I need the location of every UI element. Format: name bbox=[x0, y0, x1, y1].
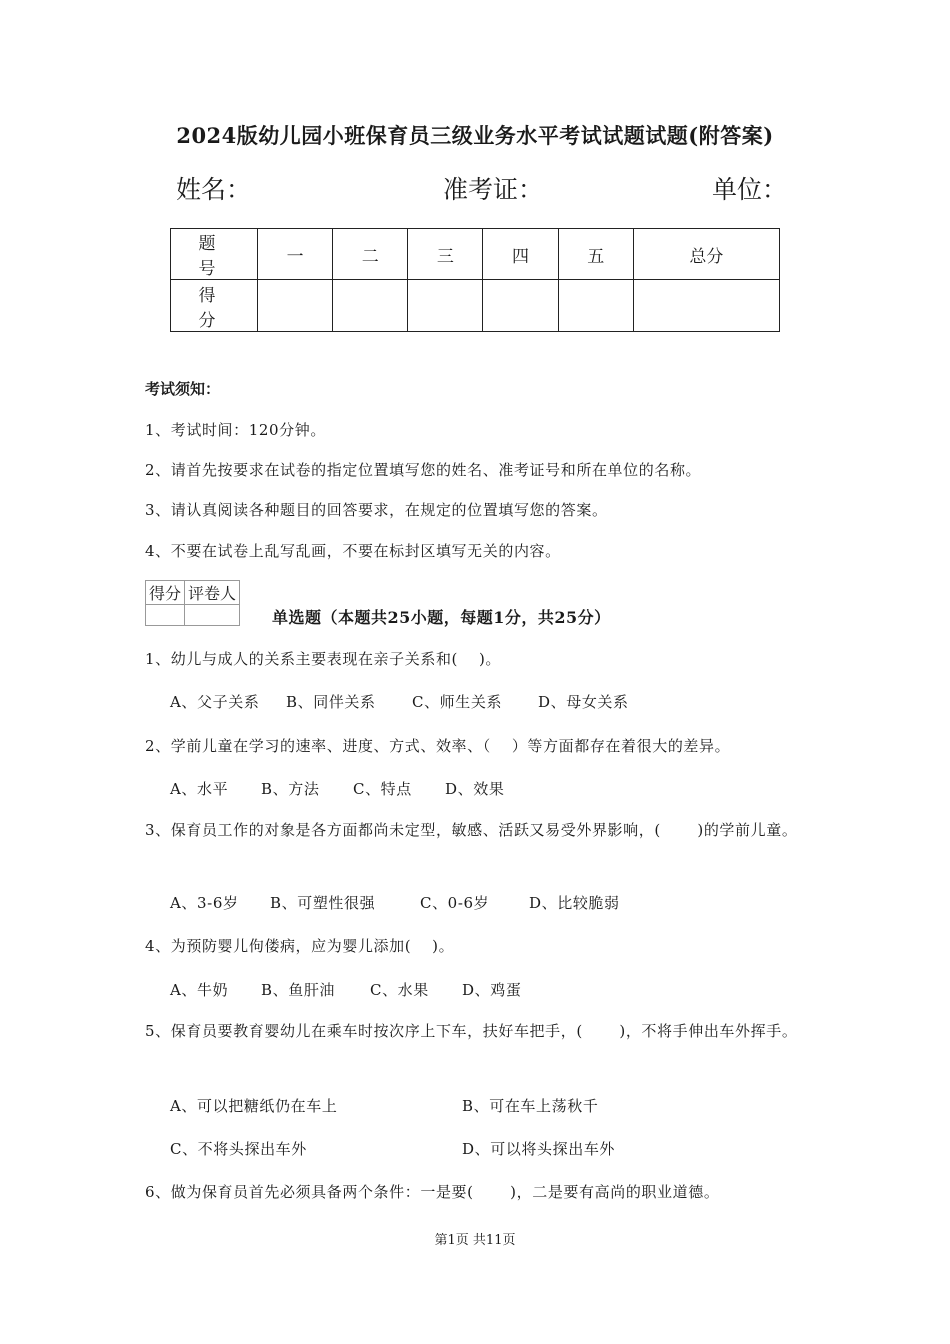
name-field-label: 姓名： bbox=[176, 175, 252, 204]
score-table bbox=[170, 228, 780, 332]
score-cell-total[interactable] bbox=[633, 280, 779, 332]
page-footer: 第1页 共11页 bbox=[434, 1233, 516, 1248]
option-a[interactable]: A、父子关系 bbox=[170, 693, 260, 711]
score-table-col-total: 总分 bbox=[633, 229, 779, 280]
option-d[interactable]: D、鸡蛋 bbox=[462, 981, 522, 999]
option-c[interactable]: C、特点 bbox=[353, 780, 412, 798]
score-table-col-3: 三 bbox=[408, 229, 483, 280]
grader-box-grader-label: 评卷人 bbox=[185, 581, 240, 605]
score-table-col-1: 一 bbox=[258, 229, 333, 280]
option-a[interactable]: A、可以把糖纸仍在车上 bbox=[170, 1097, 338, 1115]
option-b[interactable]: B、鱼肝油 bbox=[261, 981, 336, 999]
question-stem: 3、保育员工作的对象是各方面都尚未定型，敏感、活跃又易受外界影响，( )的学前儿童。 bbox=[145, 821, 798, 839]
option-c[interactable]: C、师生关系 bbox=[412, 693, 503, 711]
notice-item: 3、请认真阅读各种题目的回答要求，在规定的位置填写您的答案。 bbox=[145, 501, 608, 519]
score-table-col-2: 二 bbox=[333, 229, 408, 280]
notice-item: 1、考试时间：120分钟。 bbox=[145, 421, 326, 439]
option-d[interactable]: D、效果 bbox=[445, 780, 505, 798]
notice-item: 2、请首先按要求在试卷的指定位置填写您的姓名、准考证号和所在单位的名称。 bbox=[145, 461, 702, 479]
score-table-col-4: 四 bbox=[483, 229, 558, 280]
question-stem: 1、幼儿与成人的关系主要表现在亲子关系和( )。 bbox=[145, 650, 502, 668]
option-d[interactable]: D、可以将头探出车外 bbox=[462, 1140, 616, 1158]
score-cell-5[interactable] bbox=[558, 280, 633, 332]
option-a[interactable]: A、3-6岁 bbox=[170, 894, 239, 912]
question-stem: 4、为预防婴儿佝偻病，应为婴儿添加( )。 bbox=[145, 937, 455, 955]
score-table-score-row bbox=[171, 280, 780, 332]
score-cell-2[interactable] bbox=[333, 280, 408, 332]
option-d[interactable]: D、比较脆弱 bbox=[529, 894, 620, 912]
option-a[interactable]: A、水平 bbox=[170, 780, 229, 798]
score-cell-3[interactable] bbox=[408, 280, 483, 332]
score-table-col-5: 五 bbox=[558, 229, 633, 280]
option-b[interactable]: B、可塑性很强 bbox=[270, 894, 376, 912]
option-b[interactable]: B、方法 bbox=[261, 780, 320, 798]
score-table-score-label: 得 分 bbox=[171, 280, 258, 332]
option-c[interactable]: C、0-6岁 bbox=[420, 894, 490, 912]
score-table-header-row bbox=[171, 229, 780, 280]
page-title: 2024版幼儿园小班保育员三级业务水平考试试题试题(附答案) bbox=[176, 123, 774, 148]
score-cell-1[interactable] bbox=[258, 280, 333, 332]
grader-box bbox=[145, 580, 240, 626]
grader-box-score-label: 得分 bbox=[146, 581, 185, 605]
notice-item: 4、不要在试卷上乱写乱画，不要在标封区填写无关的内容。 bbox=[145, 542, 561, 560]
question-stem: 5、保育员要教育婴幼儿在乘车时按次序上下车，扶好车把手，( )，不将手伸出车外挥手。 bbox=[145, 1022, 798, 1040]
unit-field-label: 单位： bbox=[712, 175, 788, 204]
grader-box-score-cell[interactable] bbox=[146, 605, 185, 626]
option-a[interactable]: A、牛奶 bbox=[170, 981, 229, 999]
option-b[interactable]: B、同伴关系 bbox=[286, 693, 376, 711]
option-c[interactable]: C、水果 bbox=[370, 981, 429, 999]
score-table-header-label: 题 号 bbox=[171, 229, 258, 280]
score-cell-4[interactable] bbox=[483, 280, 558, 332]
option-b[interactable]: B、可在车上荡秋千 bbox=[462, 1097, 599, 1115]
exam-id-field-label: 准考证： bbox=[443, 175, 544, 204]
notice-heading: 考试须知： bbox=[145, 380, 221, 398]
grader-box-grader-cell[interactable] bbox=[185, 605, 240, 626]
section-heading: 单选题（本题共25小题，每题1分，共25分） bbox=[272, 608, 611, 627]
option-c[interactable]: C、不将头探出车外 bbox=[170, 1140, 307, 1158]
option-d[interactable]: D、母女关系 bbox=[538, 693, 629, 711]
question-stem: 6、做为保育员首先必须具备两个条件：一是要( )，二是要有高尚的职业道德。 bbox=[145, 1183, 720, 1201]
question-stem: 2、学前儿童在学习的速率、进度、方式、效率、（ ）等方面都存在着很大的差异。 bbox=[145, 737, 731, 755]
